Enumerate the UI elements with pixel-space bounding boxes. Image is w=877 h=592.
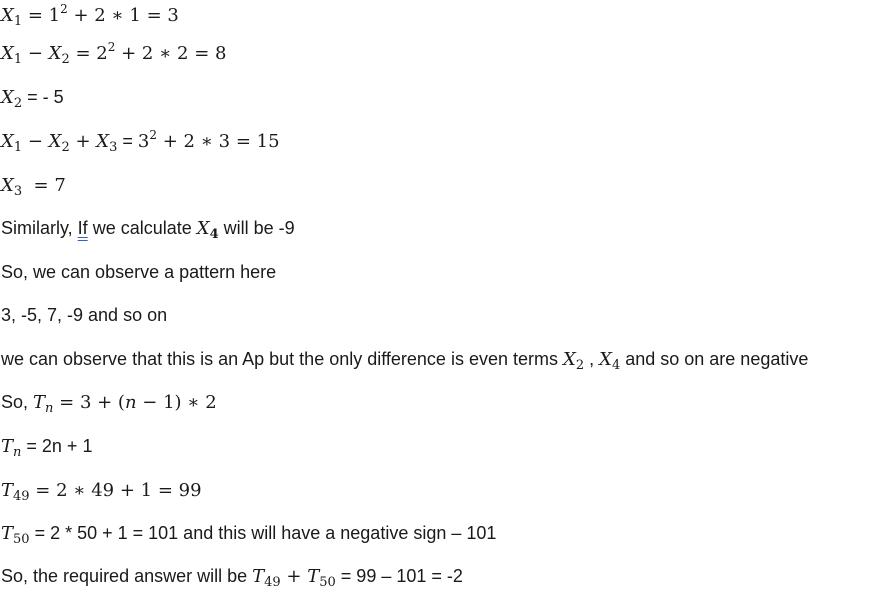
text-fragment: = - 5 — [22, 87, 64, 107]
equation-x1-x2-x3 — [1, 126, 280, 156]
spellcheck-underlined-word: If — [77, 218, 88, 238]
math-variable: $T_n$ — [1, 436, 22, 460]
text-fragment: = 2 * 50 + 1 = 101 and this will have a negative sign – 101 — [29, 523, 497, 543]
text-fragment: we calculate — [87, 218, 197, 238]
paragraph-pattern — [1, 257, 276, 287]
math-variable: $X_2$ — [562, 349, 585, 373]
equation-x2 — [1, 82, 64, 112]
math-expression: $X_1 - X_2 = 2^2 + 2$ ∗ 2 = 8 — [1, 40, 227, 67]
text-fragment: So, — [1, 392, 34, 412]
equation-x3 — [1, 170, 66, 200]
equation-t50 — [1, 518, 496, 548]
math-variable: $X_4$ — [196, 218, 219, 242]
paragraph-ap — [1, 344, 808, 374]
text-fragment: = 2n + 1 — [21, 436, 93, 456]
paragraph-answer — [1, 561, 463, 591]
text-fragment: will be -9 — [218, 218, 295, 238]
text-fragment: = 99 – 101 = -2 — [335, 566, 463, 586]
paragraph-similarly — [1, 213, 295, 243]
math-expression: $T_{49} = 2$ ∗ 49 + 1 = 99 — [1, 480, 202, 504]
text-fragment: So, the required answer will be — [1, 566, 253, 586]
text-fragment: Similarly, — [1, 218, 78, 238]
equation-tn-simplified — [1, 431, 92, 461]
math-expression: $X_1 - X_2 + X_3$ — [1, 131, 118, 155]
text-fragment: we can observe that this is an Ap but the only difference is even terms — [1, 349, 563, 369]
equation-x1-minus-x2 — [1, 38, 226, 68]
equation-x1 — [1, 0, 179, 30]
text-fragment: = — [117, 131, 138, 151]
text-fragment: 3, -5, 7, -9 and so on — [1, 305, 168, 325]
math-variable: $X_4$ — [599, 349, 621, 373]
math-expression: $X_1 = 1^2 + 2$ ∗ 1 = 3 — [1, 2, 179, 29]
math-expression: $X_3 = 7$ — [1, 175, 66, 199]
text-fragment: So, we can observe a pattern here — [1, 262, 277, 282]
text-fragment: , — [584, 349, 600, 369]
math-variable: $T_{50}$ — [1, 523, 30, 547]
math-expression: $T_n = 3 + (n - 1)$ ∗ 2 — [33, 392, 217, 416]
math-expression: $3^2 + 2$ ∗ 3 = 15 — [137, 128, 280, 152]
equation-tn-formula — [1, 387, 217, 417]
text-fragment: and so on are negative — [620, 349, 809, 369]
paragraph-sequence — [1, 300, 167, 330]
math-variable: $X_2$ — [1, 87, 23, 111]
math-expression: $T_{49} + T_{50}$ — [252, 566, 336, 590]
equation-t49 — [1, 475, 202, 505]
